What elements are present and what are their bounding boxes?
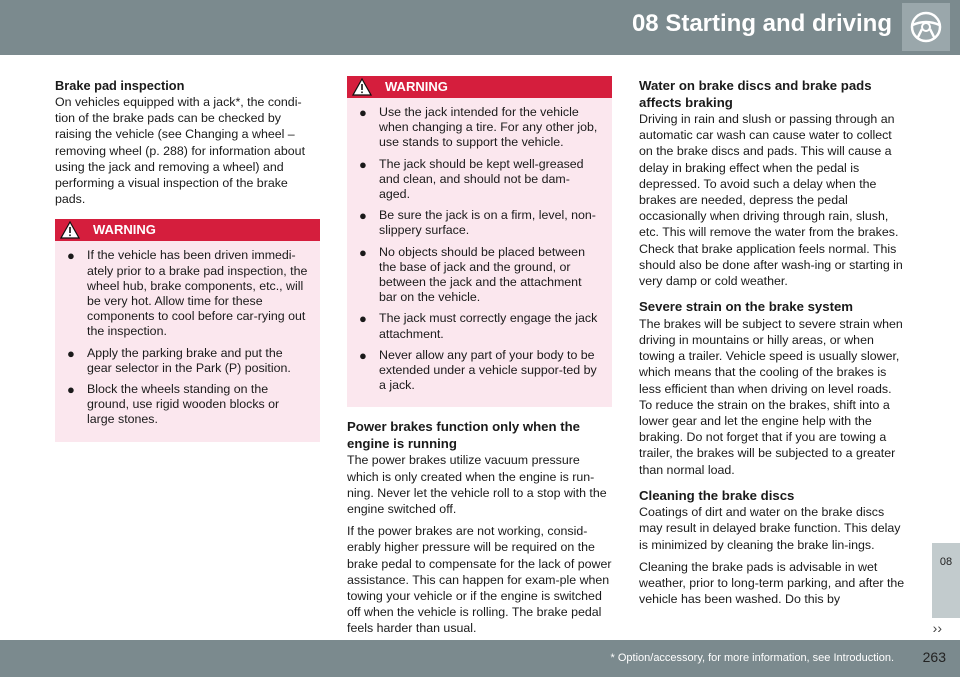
heading-water-on-brakes: Water on brake discs and brake pads affects braking [639,78,872,110]
list-item: ● If the vehicle has been driven immedi-ately prior to a brake pad inspection, the wheel hub, brake components, etc., will be very hot. Allow time for these components to cool before car-rying out the inspection. [67,248,308,339]
warning-title: WARNING [385,78,448,94]
list-item: ● Never allow any part of your body to be extended under a vehicle suppor-ted by a jack. [359,347,597,393]
warning-triangle-icon [347,78,377,96]
warning-box [347,76,612,407]
warning-list [347,98,612,407]
paragraph: The power brakes utilize vacuum pressure which is only created when the engine is run-ning. Never let the vehicle roll to a stop with the engine switched off. [347,453,607,517]
paragraph: On vehicles equipped with a jack*, the condi-tion of the brake pads can be checked by raising the vehicle (see Changing a wheel – removing wheel (p. 288) for information about using the jack and removing a wheel) and performing a visual inspection of the brake pads. [55,95,306,207]
list-item: ● No objects should be placed between the base of jack and the ground, or between the jack and the attachment bar on the vehicle. [359,244,585,305]
chapter-side-tab [932,543,960,618]
warning-title: WARNING [93,222,156,238]
heading-brake-pad-inspection: Brake pad inspection [55,78,185,93]
list-item: ● Apply the parking brake and put the gear selector in the Park (P) position. [67,345,291,375]
list-item: ● The jack should be kept well-greased and clean, and should not be dam-aged. [359,156,584,202]
page-number: 263 [922,649,946,665]
paragraph: Cleaning the brake pads is advisable in wet weather, prior to long-term parking, and after the vehicle has been washed. Do this by [639,559,905,607]
list-item: ● Be sure the jack is on a firm, level, non-slippery surface. [359,208,596,238]
side-tab-label: 08 [939,556,953,568]
page-header [0,0,960,55]
column-3 [639,78,907,613]
page-footer [0,640,960,677]
list-item: ● The jack must correctly engage the jack attachment. [359,311,598,341]
column-2 [347,76,612,643]
paragraph: The brakes will be subject to severe strain when driving in mountains or hilly areas, or when towing a trailer. Vehicle speed is usually slower, which means that the cooling of the brakes is less efficient than when driving on level roads. To reduce the strain on the brakes, shift into a lower gear and let the engine help with the braking. Do not forget that if you are towing a trailer, the brakes will be subjected to a greater than normal load. [639,316,903,477]
list-item: ● Block the wheels standing on the ground, use rigid wooden blocks or large stones. [67,382,280,427]
continue-arrows-icon: ›› [932,620,942,636]
warning-header [55,219,320,241]
steering-wheel-icon [902,3,950,51]
list-item: ● Use the jack intended for the vehicle when changing a tire. For any other job, use stands to support the vehicle. [359,105,598,150]
heading-severe-strain: Severe strain on the brake system [639,299,854,315]
chapter-title: 08 Starting and driving [631,10,892,37]
warning-box [55,219,320,441]
warning-list [55,241,320,441]
warning-triangle-icon [55,221,85,239]
footnote: * Option/accessory, for more information, see Introduction. [610,652,894,664]
heading-power-brakes: Power brakes function only when the engine is running [347,419,581,451]
heading-cleaning-brake-discs: Cleaning the brake discs [639,487,795,503]
paragraph: If the power brakes are not working, consid-erably higher pressure will be required on the brake pedal to compensate for the lack of power assistance. This can happen for exam-ple when towing your vehicle or if the engine is switched off when the vehicle is rolling. The brake pedal feels harder than usual. [347,524,612,636]
warning-header [347,76,612,98]
column-1 [55,78,320,442]
paragraph: Driving in rain and slush or passing through an automatic car wash can cause water to collect on the brake discs and pads. This will cause a delay in braking effect when the pedal is depressed. To avoid such a delay when the brakes are needed, depress the pedal occasionally when driving through rain, slush, etc. This will remove the water from the brakes. Check that brake application feels normal. This should also be done after wash-ing or starting in very damp or cold weather. [639,112,903,289]
paragraph: Coatings of dirt and water on the brake discs may result in delayed brake function. This delay is minimized by cleaning the brake lin-ings. [639,505,901,552]
